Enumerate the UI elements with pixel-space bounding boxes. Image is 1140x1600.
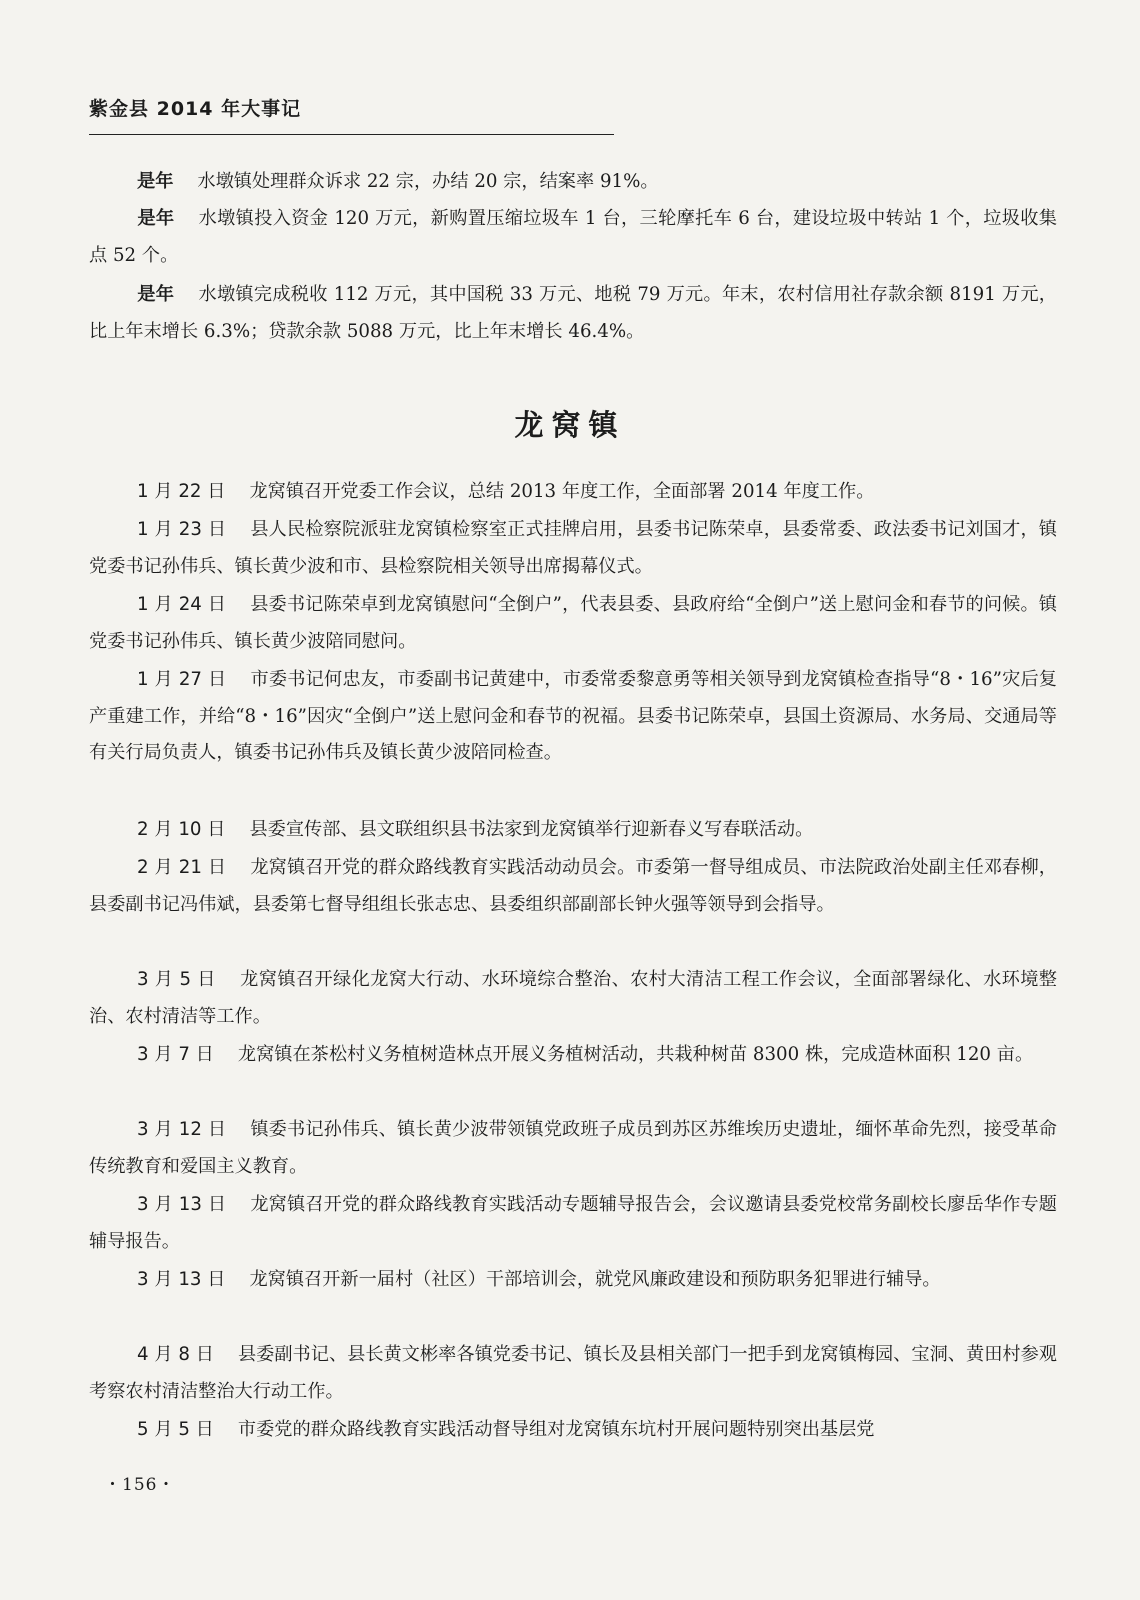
entry-date: 1 月 27 日 <box>137 669 227 690</box>
chronicle-entry <box>89 1337 1057 1410</box>
entry-date: 3 月 12 日 <box>137 1119 227 1140</box>
entry-date: 2 月 10 日 <box>137 819 226 840</box>
chronicle-entry <box>89 1037 1057 1074</box>
entry-date: 5 月 5 日 <box>137 1419 214 1440</box>
entry-date: 4 月 8 日 <box>137 1344 214 1365</box>
entry-text: 龙窝镇召开绿化龙窝大行动、水环境综合整治、农村大清洁工程工作会议，全面部署绿化、水环境整治、农村清洁等工作。 <box>89 969 1057 1027</box>
entry-text: 水墩镇投入资金 120 万元，新购置压缩垃圾车 1 台，三轮摩托车 6 台，建设垃圾中转站 1 个，垃圾收集点 52 个。 <box>89 208 1057 266</box>
entry-text: 市委党的群众路线教育实践活动督导组对龙窝镇东坑村开展问题特别突出基层党 <box>237 1419 875 1440</box>
entry-date: 1 月 24 日 <box>137 594 227 615</box>
entry-text: 龙窝镇召开新一届村（社区）干部培训会，就党风廉政建设和预防职务犯罪进行辅导。 <box>249 1269 941 1290</box>
entry-text: 县委副书记、县长黄文彬率各镇党委书记、镇长及县相关部门一把手到龙窝镇梅园、宝洞、黄田村参观考察农村清洁整治大行动工作。 <box>89 1344 1057 1402</box>
section-title: 龙窝镇 <box>514 408 626 442</box>
entry-lead: 是年 <box>137 171 174 192</box>
entry-text: 龙窝镇召开党的群众路线教育实践活动专题辅导报告会，会议邀请县委党校常务副校长廖岳华作专题辅导报告。 <box>89 1194 1057 1252</box>
entry-text: 县人民检察院派驻龙窝镇检察室正式挂牌启用，县委书记陈荣卓，县委常委、政法委书记刘国才，镇党委书记孙伟兵、镇长黄少波和市、县检察院相关领导出席揭幕仪式。 <box>89 519 1057 577</box>
entry-date: 1 月 22 日 <box>137 481 226 502</box>
entry-text: 龙窝镇召开党委工作会议，总结 2013 年度工作，全面部署 2014 年度工作。 <box>249 481 875 502</box>
year-entry <box>89 201 1057 274</box>
chronicle-entry <box>89 962 1057 1035</box>
entry-text: 市委书记何忠友，市委副书记黄建中，市委常委黎意勇等相关领导到龙窝镇检查指导“8・16”灾后复产重建工作，并给“8・16”因灾“全倒户”送上慰问金和春节的祝福。县委书记陈荣卓，县国土资源局、水务局、交通局等有关行局负责人，镇委书记孙伟兵及镇长黄少波陪同检查。 <box>89 669 1057 763</box>
chronicle-entry <box>89 1262 1057 1299</box>
chronicle-entry <box>89 850 1057 923</box>
chronicle-entry <box>89 512 1057 585</box>
entry-text: 龙窝镇在茶松村义务植树造林点开展义务植树活动，共栽种树苗 8300 株，完成造林面积 120 亩。 <box>237 1044 1034 1065</box>
entry-text: 水墩镇处理群众诉求 22 宗，办结 20 宗，结案率 91%。 <box>197 171 659 192</box>
chronicle-entry <box>89 662 1057 772</box>
chronicle-entry <box>89 474 1057 511</box>
entry-date: 3 月 5 日 <box>137 969 216 990</box>
entry-text: 龙窝镇召开党的群众路线教育实践活动动员会。市委第一督导组成员、市法院政治处副主任邓春柳，县委副书记冯伟斌，县委第七督导组组长张志忠、县委组织部副部长钟火强等领导到会指导。 <box>89 857 1057 915</box>
entry-lead: 是年 <box>137 284 175 305</box>
entry-date: 3 月 13 日 <box>137 1269 226 1290</box>
entry-date: 3 月 7 日 <box>137 1044 214 1065</box>
entry-lead: 是年 <box>137 208 175 229</box>
entry-date: 1 月 23 日 <box>137 519 227 540</box>
entry-text: 县委书记陈荣卓到龙窝镇慰问“全倒户”，代表县委、县政府给“全倒户”送上慰问金和春节的问候。镇党委书记孙伟兵、镇长黄少波陪同慰问。 <box>89 594 1057 652</box>
chronicle-entry <box>89 812 1057 849</box>
page-number: ・156・ <box>104 1475 176 1495</box>
entry-date: 2 月 21 日 <box>137 857 227 878</box>
entry-text: 县委宣传部、县文联组织县书法家到龙窝镇举行迎新春义写春联活动。 <box>249 819 814 840</box>
chronicle-entry <box>89 1187 1057 1260</box>
entry-text: 水墩镇完成税收 112 万元，其中国税 33 万元、地税 79 万元。年末，农村信用社存款余额 8191 万元，比上年末增长 6.3%；贷款余款 5088 万元，比上年末增长 46.4%。 <box>89 284 1057 342</box>
chronicle-entry <box>89 1112 1057 1185</box>
year-entry <box>89 277 1057 350</box>
year-entry <box>89 164 1057 201</box>
running-header: 紫金县 2014 年大事记 <box>89 98 302 120</box>
entry-date: 3 月 13 日 <box>137 1194 227 1215</box>
entry-text: 镇委书记孙伟兵、镇长黄少波带领镇党政班子成员到苏区苏维埃历史遗址，缅怀革命先烈，接受革命传统教育和爱国主义教育。 <box>89 1119 1057 1177</box>
header-rule <box>89 134 614 135</box>
chronicle-entry <box>89 587 1057 660</box>
chronicle-entry <box>89 1412 1057 1449</box>
